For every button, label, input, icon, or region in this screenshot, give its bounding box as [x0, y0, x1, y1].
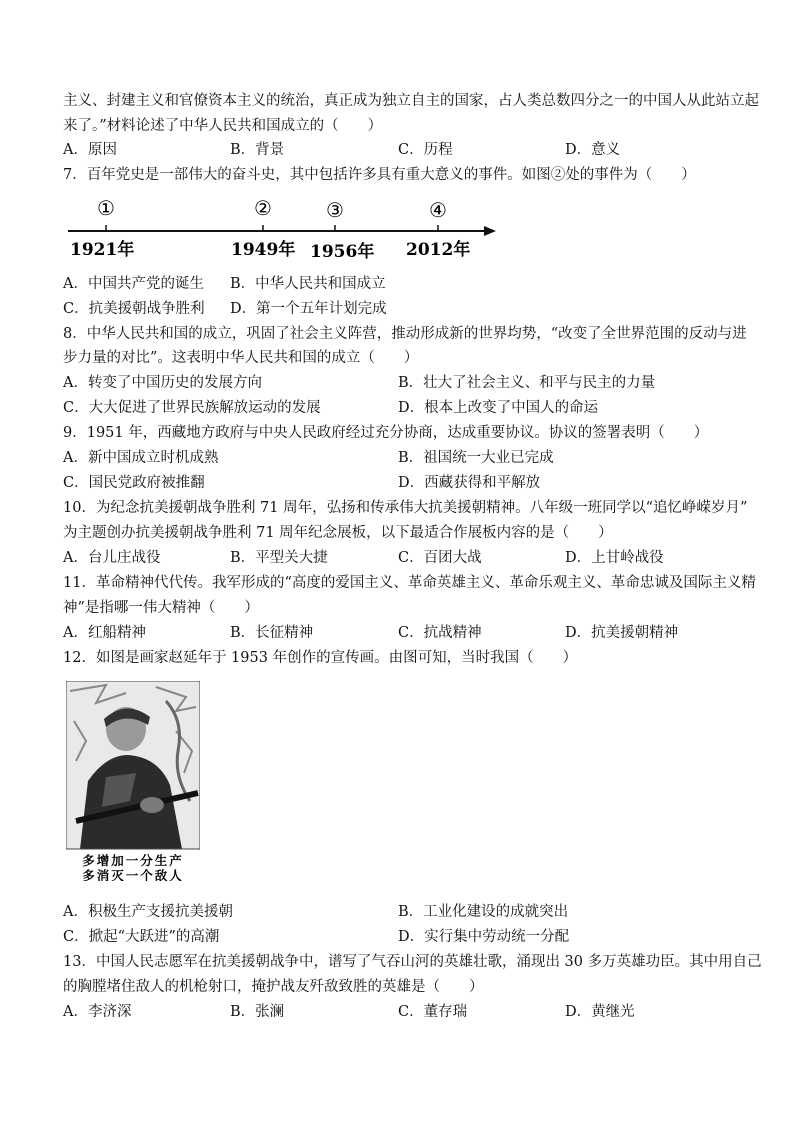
- q9-option-a: A．新中国成立时机成熟: [63, 450, 219, 466]
- figure-hand: [140, 797, 164, 813]
- q10-line1: 10．为纪念抗美援朝战争胜利 71 周年，弘扬和传承伟大抗美援朝精神。八年级一班同学以“追忆峥嵘岁月”: [63, 500, 748, 516]
- q7-line1: 7．百年党史是一部伟大的奋斗史，其中包括许多具有重大意义的事件。如图②处的事件为（ ）: [63, 167, 696, 183]
- q11-option-c: C．抗战精神: [398, 625, 482, 641]
- q13-line1: 13．中国人民志愿军在抗美援朝战争中，谱写了气吞山河的英雄壮歌，涌现出 30 多万英雄功臣。其中用自己: [63, 954, 762, 970]
- q13-option-c: C．董存瑞: [398, 1004, 468, 1020]
- q11-line2: 神”是指哪一伟大精神（ ）: [63, 600, 259, 616]
- q9-option-b: B．祖国统一大业已完成: [398, 450, 554, 466]
- q6-option-a: A．原因: [63, 142, 117, 158]
- q7-option-c: C．抗美援朝战争胜利: [63, 301, 205, 317]
- poster-caption-line2: 多消灭一个敌人: [82, 868, 184, 881]
- q6-option-d: D．意义: [565, 142, 621, 158]
- q11-line1: 11．革命精神代代传。我军形成的“高度的爱国主义、革命英雄主义、革命乐观主义、革命忠诚及国际主义精: [63, 575, 756, 591]
- q7-option-d: D．第一个五年计划完成: [230, 301, 387, 317]
- q12-option-c: C．掀起“大跃进”的高潮: [63, 929, 220, 945]
- q12-line1: 12．如图是画家赵延年于 1953 年创作的宣传画。由图可知，当时我国（ ）: [63, 650, 578, 666]
- q6-line2: 来了。”材料论述了中华人民共和国成立的（ ）: [63, 118, 383, 134]
- q13-option-b: B．张澜: [230, 1004, 285, 1020]
- q11-option-d: D．抗美援朝精神: [565, 625, 679, 641]
- timeline-arrow-head: [484, 226, 496, 236]
- timeline-marker-3: ③: [326, 198, 344, 222]
- q6-option-b: B．背景: [230, 142, 285, 158]
- q10-line2: 为主题创办抗美援朝战争胜利 71 周年纪念展板，以下最适合作展板内容的是（ ）: [63, 525, 613, 541]
- timeline-figure: [66, 195, 498, 265]
- q12-option-a: A．积极生产支援抗美援朝: [63, 904, 233, 920]
- q10-option-d: D．上甘岭战役: [565, 550, 664, 566]
- timeline-year-2: 1949年: [231, 240, 296, 260]
- timeline-marker-4: ④: [429, 198, 447, 222]
- q8-option-c: C．大大促进了世界民族解放运动的发展: [63, 400, 321, 416]
- propaganda-poster-image: [66, 681, 200, 881]
- q6-option-c: C．历程: [398, 142, 453, 158]
- q9-option-c: C．国民党政府被推翻: [63, 475, 205, 491]
- q8-option-b: B．壮大了社会主义、和平与民主的力量: [398, 375, 656, 391]
- q8-option-d: D．根本上改变了中国人的命运: [398, 400, 599, 416]
- timeline-marker-1: ①: [97, 196, 115, 220]
- timeline-year-1: 1921年: [70, 240, 135, 260]
- q9-line1: 9．1951 年，西藏地方政府与中央人民政府经过充分协商，达成重要协议。协议的签署表明（ ）: [63, 425, 709, 441]
- q13-line2: 的胸膛堵住敌人的机枪射口，掩护战友歼敌致胜的英雄是（ ）: [63, 979, 484, 995]
- q13-option-d: D．黄继光: [565, 1004, 635, 1020]
- q8-line2: 步力量的对比”。这表明中华人民共和国的成立（ ）: [63, 350, 419, 366]
- q9-option-d: D．西藏获得和平解放: [398, 475, 541, 491]
- q12-option-d: D．实行集中劳动统一分配: [398, 929, 570, 945]
- q11-option-a: A．红船精神: [63, 625, 146, 641]
- timeline-marker-2: ②: [254, 196, 272, 220]
- timeline-year-3: 1956年: [310, 242, 375, 262]
- q10-option-c: C．百团大战: [398, 550, 482, 566]
- poster-caption-line1: 多增加一分生产: [82, 853, 184, 868]
- q10-option-a: A．台儿庄战役: [63, 550, 161, 566]
- timeline-year-4: 2012年: [406, 240, 471, 260]
- q12-option-b: B．工业化建设的成就突出: [398, 904, 569, 920]
- q13-option-a: A．李济深: [63, 1004, 132, 1020]
- q7-option-b: B．中华人民共和国成立: [230, 276, 386, 292]
- q8-option-a: A．转变了中国历史的发展方向: [63, 375, 262, 391]
- q6-line1: 主义、封建主义和官僚资本主义的统治，真正成为独立自主的国家，占人类总数四分之一的中国人从此站立起: [63, 93, 759, 109]
- q10-option-b: B．平型关大捷: [230, 550, 328, 566]
- q8-line1: 8．中华人民共和国的成立，巩固了社会主义阵营，推动形成新的世界均势，“改变了全世界范围的反动与进: [63, 326, 747, 342]
- q7-option-a: A．中国共产党的诞生: [63, 276, 204, 292]
- q11-option-b: B．长征精神: [230, 625, 314, 641]
